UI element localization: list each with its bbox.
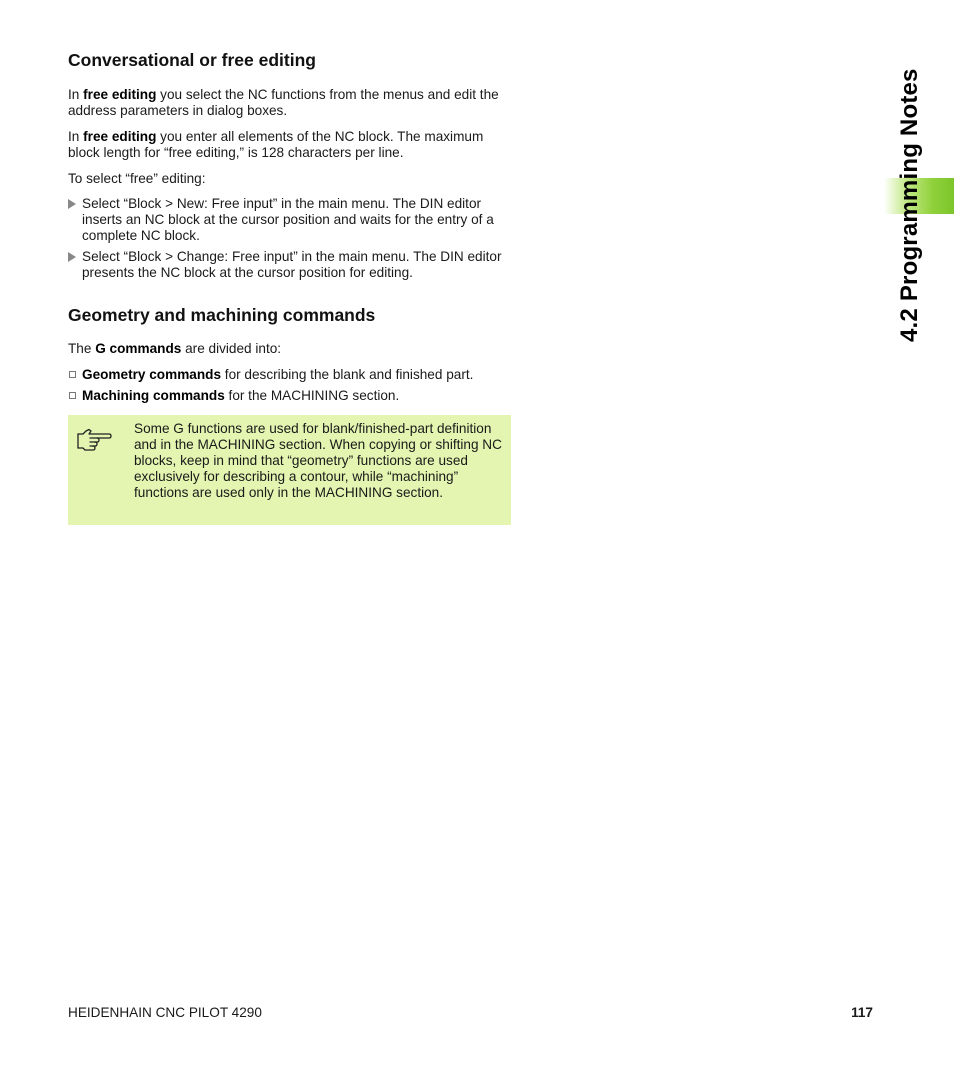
step-item: Select “Block > Change: Free input” in the main menu. The DIN editor presents the NC block at the cursor position for editing. — [68, 249, 513, 281]
square-bullet-icon — [69, 392, 76, 399]
note-box — [68, 415, 511, 525]
paragraph-free-editing-1: In free editing you select the NC functions from the menus and edit the address parameters in dialog boxes. — [68, 87, 499, 119]
page-number: 117 — [851, 1005, 873, 1020]
step-arrow-icon — [68, 199, 76, 209]
chapter-side-title: 4.2 Programming Notes — [896, 68, 923, 342]
note-text: Some G functions are used for blank/finished-part definition and in the MACHINING section. When copying or shifting NC blocks, keep in mind that “geometry” functions are used exclusively for describing a contour, while “machining” functions are used only in the MACHINING section. — [134, 421, 502, 500]
paragraph-g-commands: The G commands are divided into: — [68, 341, 282, 356]
paragraph-free-editing-2: In free editing you enter all elements of the NC block. The maximum block length for “free editing,” is 128 characters per line. — [68, 129, 484, 161]
section-heading-geometry-machining: Geometry and machining commands — [68, 305, 376, 325]
list-item: Machining commands for the MACHINING section. — [68, 388, 513, 404]
list-item: Geometry commands for describing the blank and finished part. — [68, 367, 513, 383]
square-bullet-icon — [69, 371, 76, 378]
section-heading-free-editing: Conversational or free editing — [68, 50, 316, 70]
pointing-hand-icon — [76, 425, 112, 451]
step-item: Select “Block > New: Free input” in the main menu. The DIN editor inserts an NC block at the cursor position and waits for the entry of a complete NC block. — [68, 196, 513, 245]
footer-product-name: HEIDENHAIN CNC PILOT 4290 — [68, 1005, 262, 1020]
step-arrow-icon — [68, 252, 76, 262]
paragraph-select-free-editing: To select “free” editing: — [68, 171, 206, 186]
